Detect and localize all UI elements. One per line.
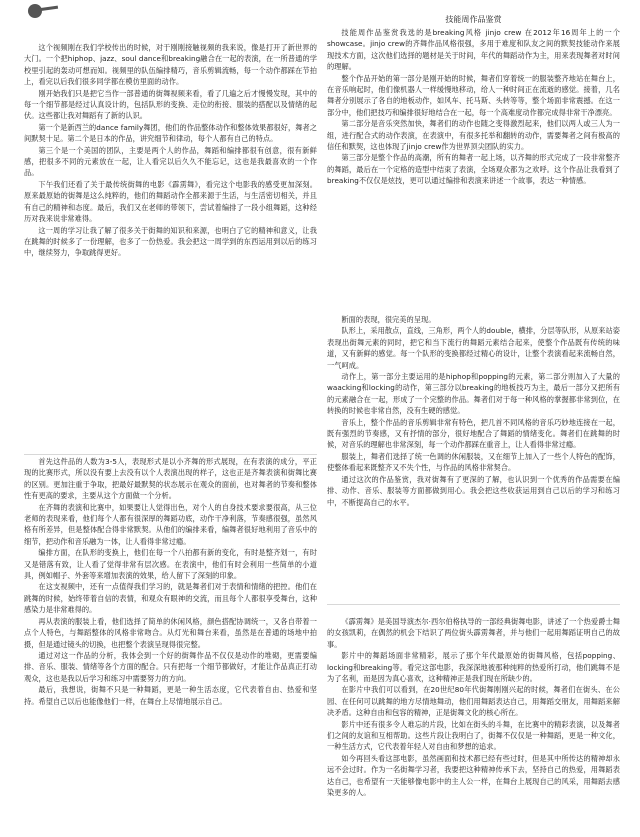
- body-paragraph: 通过这次的作品鉴赏，我对街舞有了更深的了解，也认识到一个优秀的作品需要在编排、动作、音乐、服装等方面都做到用心。我会把这些收获运用到自己以后的学习和练习中，不断提高自己的水平。: [327, 474, 620, 507]
- body-paragraph: 最后，我想说，街舞不只是一种舞蹈，更是一种生活态度，它代表着自由、热爱和坚持。希望自己以后也能像他们一样，在舞台上尽情地展示自己。: [24, 685, 317, 706]
- body-paragraph: 这个视频刚在我们学校传出的时候，对于刚刚接触视频的我来说，像是打开了新世界的大门。一个把hiphop、jazz、soul dance和breaking融合在一起的表演，在一所普通的学校里引起的轰动可想而知。视频里的队伍编排精巧，音乐剪辑流畅，每一个动作都踩在节拍上，看完以后我们很多同学都在模仿里面的动作。: [24, 43, 317, 87]
- body-paragraph: 如今再回头看这部电影，虽然画面和技术都已经有些过时，但是其中所传达的精神却永远不会过时。作为一名街舞学习者，我要把这种精神传承下去，坚持自己的热爱，用舞蹈表达自己，也希望有一天能够像电影中的主人公一样，在舞台上展现自己的风采，用舞蹈去感染更多的人。: [327, 753, 620, 798]
- body-paragraph: 首先这件品的人数为3-5人，表现形式是以小齐舞的形式展现，在有表演的成分，平正现的比赛形式，所以没有要上去没有以个人表演出现的样子，这也正是齐舞表演和街舞比赛的区别。更加注重于争取，把最好最默契的状态展示在观众的面前，也对舞者的节奏和整体性有更高的要求，主要从这个方面做一个分析。: [24, 457, 317, 501]
- body-paragraph: 影片中的舞蹈场面非常精彩，展示了那个年代最原始的街舞风格，包括popping、locking和breaking等。看完这部电影，我深深地被那种纯粹的热爱所打动，他们跳舞不是为了名利，而是因为真心喜欢，这种精神正是我们现在所缺少的。: [327, 651, 620, 684]
- section-divider: [327, 604, 620, 605]
- body-paragraph: 技能周作品鉴赏我选的是breaking风格 jinjo crew 在2012年16周年上的一个showcase。jinjo crew的齐舞作品风格很强，多用于难度和队友之间的默契技能动作来展现技术方面，这次他们选择的题材是关于时间，年代的舞蹈动作为主，用来表现舞者对时间的理解。: [327, 28, 620, 72]
- body-paragraph: 下午我们还看了关于最传统街舞的电影《霹雳舞》，看完这个电影我的感受更加深刻。原来最原始的街舞是这么纯粹的，他们的舞蹈动作全都来源于生活，与生活密切相关，并且有自己的精神和态度。最后，我们又在老师的带领下，尝试着编排了一段小组舞蹈，这种经历对我来说非常难得。: [24, 179, 317, 224]
- body-paragraph: 第一个是新西兰的dance family舞团，他们的作品整体动作和整体效果都很好，舞者之间默契十足。第二个是日本的作品，讲究细节和律动，每个人都有自己的特点。: [24, 122, 317, 144]
- body-paragraph: 动作上，第一部分主要运用的是hiphop和popping的元素，第二部分则加入了大量的waacking和locking的动作，第三部分以breaking的地板技巧为主，最后一部分又把所有的元素融合在一起，形成了一个完整的作品。舞者们对于每一种风格的掌握都非常到位，在转换的时候也非常自然，没有生硬的感觉。: [327, 372, 620, 416]
- body-paragraph: 再从表演的服装上看，他们选择了简单的休闲风格，颜色搭配协调统一，又各自带着一点个人特色，与舞蹈整体的风格非常吻合。从灯光和舞台来看，虽然是在普通的场地中拍摄，但是通过镜头的切换，也把整个表演呈现得很完整。: [24, 616, 317, 649]
- body-paragraph: 编排方面，在队形的变换上，他们在每一个八拍都有新的变化，有时是整齐划一，有时又是错落有致，让人看了觉得非常有层次感。在表演中，他们有时会利用一些简单的小道具，例如帽子、外套等来增加表演的效果，给人留下了深刻的印象。: [24, 548, 317, 581]
- body-paragraph: 通过对这一作品的分析，我体会到一个好的街舞作品不仅仅是动作的堆砌，更需要编排、音乐、服装、情绪等各个方面的配合。只有把每一个细节都做好，才能让作品真正打动观众，这也是我以后学习和练习中需要努力的方向。: [24, 650, 317, 683]
- body-paragraph: 在这支视频中，还有一点值得我们学习的，就是舞者们对于表情和情绪的把控。他们在跳舞的时候，始终带着自信的表情，和观众有眼神的交流，而且每个人都很享受舞台，这种感染力是非常难得的。: [24, 582, 317, 615]
- body-paragraph: 刚开始我们只是把它当作一部普通的街舞视频来看，看了几遍之后才慢慢发现，其中的每一个细节都是经过认真设计的，包括队形的变换、走位的衔接、服装的搭配以及情绪的起伏。这些都让我对舞蹈有了新的认识。: [24, 88, 317, 121]
- essay-section-5: [327, 616, 620, 836]
- body-paragraph: 在影片中我们可以看到，在20世纪80年代街舞刚刚兴起的时候，舞者们在街头、在公园、在任何可以跳舞的地方尽情地舞动，他们用舞蹈表达自己，用舞蹈交朋友，用舞蹈来解决矛盾。这种自由和包容的精神，正是街舞文化的核心所在。: [327, 685, 620, 718]
- body-paragraph: 《霹雳舞》是美国导演杰尔·西尔伯格执导的一部经典街舞电影，讲述了一个热爱爵士舞的女孩凯莉，在偶然的机会下结识了两位街头霹雳舞者，并与他们一起用舞蹈证明自己的故事。: [327, 617, 620, 649]
- body-paragraph: 音乐上，整个作品的音乐剪辑非常有特色，把几首不同风格的音乐巧妙地连接在一起，既有强烈的节奏感，又有抒情的部分，很好地配合了舞蹈的情绪变化。舞者们在跳舞的时候，对音乐的理解也非常深刻，每一个动作都踩在重音上，让人看得非常过瘾。: [327, 417, 620, 450]
- body-paragraph: 第三个是一个美国的团队，主要是两个人的作品，舞蹈和编排都很有创意，很有新鲜感，把很多不同的元素放在一起，让人看完以后久久不能忘记，这也是我最喜欢的一个作品。: [24, 145, 317, 178]
- body-paragraph: 影片中还有很多令人难忘的片段，比如在街头的斗舞，在比赛中的精彩表演，以及舞者们之间的友谊和互相帮助。这些片段让我明白了，街舞不仅仅是一种舞蹈，更是一种文化，一种生活方式，它代表着年轻人对自由和梦想的追求。: [327, 719, 620, 752]
- body-paragraph: 在齐舞的表演和比赛中，如果要让人觉得出色，对个人的自身技术要求要很高，从三位老师的表现来看，他们每个人都有很深厚的舞蹈功底，动作干净利落，节奏感很强，虽然风格有所差异，但是整体配合得非常默契。从他们的编排来看，编舞者很好地利用了音乐中的细节，把动作和音乐融为一体，让人看得非常过瘾。: [24, 502, 317, 546]
- section-title: 技能周作品鉴赏: [445, 15, 502, 24]
- body-paragraph: 第三部分是整个作品的高潮，所有的舞者一起上场，以齐舞的形式完成了一段非常整齐的舞蹈，最后在一个定格的造型中结束了表演，全场观众都为之欢呼。这个作品让我看到了breaking不仅仅是炫技，更可以通过编排和表演来讲述一个故事，表达一种情感。: [327, 153, 620, 186]
- essay-section-1: [24, 42, 317, 462]
- body-paragraph: 服装上，舞者们选择了统一色调的休闲服装，又在细节上加入了一些个人特色的配饰，使整体看起来既整齐又不失个性，与作品的风格非常契合。: [327, 451, 620, 473]
- essay-section-2: [24, 456, 317, 836]
- section-divider: [24, 454, 317, 455]
- body-paragraph: 断面的表现，很完美的呈现。: [341, 315, 436, 324]
- essay-section-3: [327, 14, 620, 306]
- body-paragraph: 队形上，采用散点，直线，三角形，两个人的double，横排，分层等队形，从原来站姿表现出街舞元素的同时，把它和当下流行的舞蹈元素结合起来，使整个作品既有传统的味道，又有新鲜的感觉。每一个队形的变换都经过精心的设计，让整个表演看起来流畅自然，一气呵成。: [327, 326, 620, 370]
- scan-mark-icon: [28, 4, 42, 18]
- body-paragraph: 这一周的学习让我了解了很多关于街舞的知识和来源，也明白了它的精神和意义，让我在跳舞的时候多了一份理解，也多了一份热爱。我会把这一周学到的东西运用到以后的练习中，继续努力，争取跳得更好。: [24, 225, 317, 258]
- body-paragraph: 第二部分是音乐突然加快，舞者们的动作也随之变得激烈起来，他们以两人或三人为一组，进行配合式的动作表演，在表演中，有很多托举和翻转的动作，需要舞者之间有极高的信任和默契，这也体现了jinjo crew作为世界顶尖团队的实力。: [327, 119, 620, 152]
- essay-section-4: [327, 314, 620, 606]
- body-paragraph: 整个作品开始的第一部分是刚开始的时候，舞者们穿着统一的服装整齐地站在舞台上，在音乐响起时，他们像机器人一样缓慢地移动，给人一种时间正在流逝的感觉。接着，几名舞者分别展示了各自的地板动作，如风车、托马斯、头转等等，整个场面非常震撼。在这一部分中，他们把技巧和编排很好地结合在一起，每一个高难度动作都完成得非常干净漂亮。: [327, 73, 620, 117]
